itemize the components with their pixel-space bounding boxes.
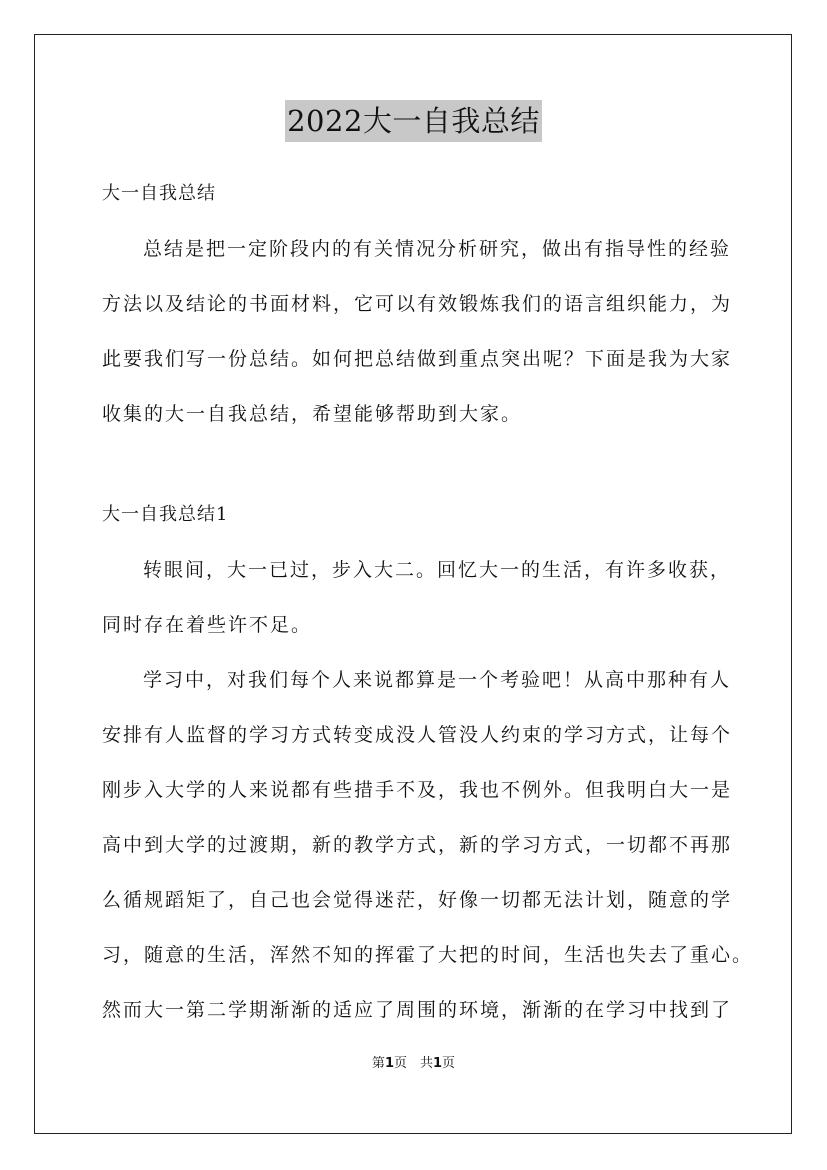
part1-para2-line-4: 高中到大学的过渡期，新的教学方式，新的学习方式，一切都不再那	[102, 834, 733, 856]
part1-para2-line-2: 安排有人监督的学习方式转变成没人管没人约束的学习方式，让每个	[102, 724, 733, 746]
document-title: 2022大一自我总结	[285, 100, 542, 142]
footer-mid: 页 共	[393, 1056, 433, 1071]
intro-line-2: 方法以及结论的书面材料，它可以有效锻炼我们的语言组织能力，为	[102, 293, 733, 315]
part1-para1-line-2: 同时存在着些许不足。	[102, 614, 313, 636]
part1-para2-line-7: 然而大一第二学期渐渐的适应了周围的环境，渐渐的在学习中找到了	[102, 999, 733, 1021]
intro-line-4: 收集的大一自我总结，希望能够帮助到大家。	[102, 403, 523, 425]
footer-page-number: 1	[384, 1056, 394, 1071]
section-heading: 大一自我总结	[102, 183, 216, 204]
title-container	[0, 100, 827, 142]
paragraph-spacer	[102, 445, 742, 491]
part1-para2-line-3: 刚步入大学的人来说都有些措手不及，我也不例外。但我明白大一是	[102, 779, 733, 801]
footer-prefix: 第	[371, 1056, 385, 1071]
part1-para1-line-1: 转眼间，大一已过，步入大二。回忆大一的生活，有许多收获，	[143, 559, 732, 581]
footer-suffix: 页	[442, 1056, 456, 1071]
part1-para2-line-5: 么循规蹈矩了，自己也会觉得迷茫，好像一切都无法计划，随意的学	[102, 889, 733, 911]
part1-para2-line-6: 习，随意的生活，浑然不知的挥霍了大把的时间，生活也失去了重心。	[102, 944, 754, 966]
part1-heading: 大一自我总结1	[102, 504, 229, 525]
intro-line-3: 此要我们写一份总结。如何把总结做到重点突出呢？下面是我为大家	[102, 348, 733, 370]
page-footer	[0, 1052, 827, 1071]
document-body	[102, 170, 754, 1041]
intro-line-1: 总结是把一定阶段内的有关情况分析研究，做出有指导性的经验	[143, 238, 732, 260]
footer-total-pages: 1	[433, 1056, 443, 1071]
part1-para2-line-1: 学习中，对我们每个人来说都算是一个考验吧！从高中那种有人	[143, 669, 732, 691]
